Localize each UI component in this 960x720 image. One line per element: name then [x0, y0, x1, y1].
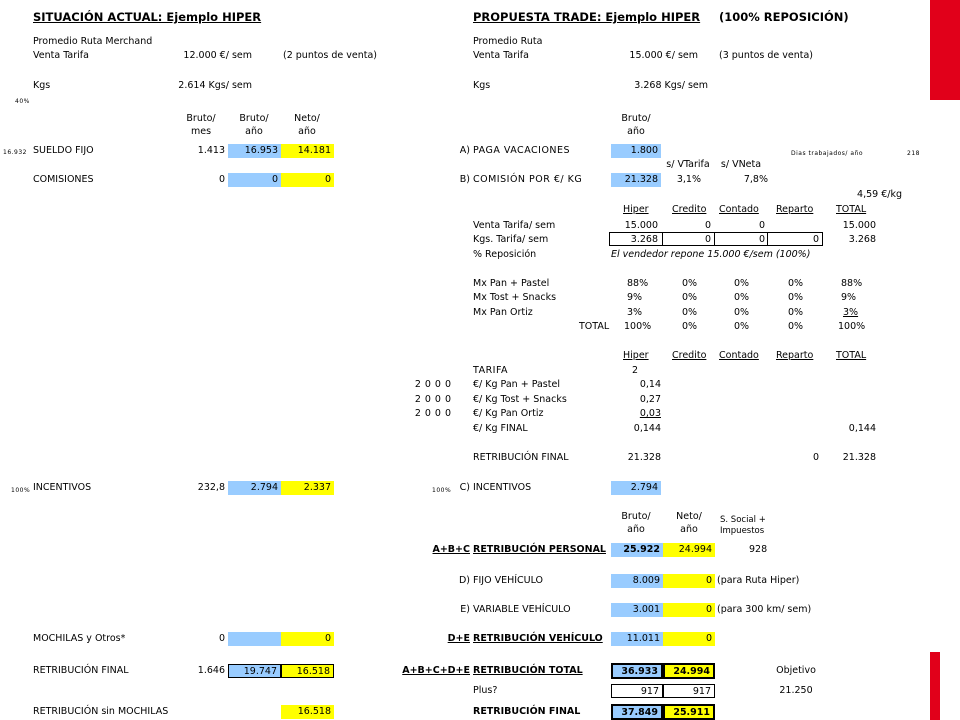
mix-contado: 0% — [734, 278, 750, 289]
b-pct1: 3,1% — [676, 174, 701, 185]
sueldo-side: 16.932 — [3, 149, 27, 156]
personal-label: RETRIBUCIÓN PERSONAL — [473, 544, 606, 555]
col2-bruto-1: Bruto/ — [621, 511, 651, 522]
final-label: RETRIBUCIÓN FINAL — [473, 706, 581, 717]
left-retrib-final-label: RETRIBUCIÓN FINAL — [33, 665, 129, 676]
total-neto: 24.994 — [663, 663, 715, 679]
right-col-bruto-1: Bruto/ — [621, 113, 651, 124]
a-label: PAGA VACACIONES — [473, 145, 571, 156]
grid2-h-credito: Credito — [672, 350, 707, 361]
comisiones-label: COMISIONES — [33, 174, 94, 185]
left-kgs-label: Kgs — [33, 80, 51, 91]
left-kgs-value: 2.614 Kgs/ sem — [178, 80, 252, 91]
c-letter: C) — [459, 482, 470, 493]
e-letter: E) — [460, 604, 470, 615]
incentivos-ano: 2.794 — [228, 481, 281, 495]
mid-retrib-final-label: RETRIBUCIÓN FINAL — [473, 452, 569, 463]
col-header-neto-ano-1: Neto/ — [294, 113, 320, 124]
vehiculo-bruto: 11.011 — [611, 632, 663, 646]
mid-retrib-final-total: 21.328 — [842, 452, 876, 463]
kg-row-label: €/ Kg Pan + Pastel — [473, 379, 560, 390]
left-retrib-final-mes: 1.646 — [197, 665, 225, 676]
right-venta-note: (3 puntos de venta) — [719, 50, 813, 61]
col-header-neto-ano-2: año — [298, 126, 316, 137]
mix-label: Mx Pan + Pastel — [473, 278, 550, 289]
sueldo-neto: 14.181 — [281, 144, 334, 158]
left-promedio: Promedio Ruta Merchand — [33, 36, 153, 47]
grid2-h-contado: Contado — [719, 350, 759, 361]
kgs-sem-hiper: 3.268 — [630, 234, 658, 245]
mix-credito: 0% — [682, 278, 698, 289]
total-code: A+B+C+D+E — [402, 665, 470, 676]
e-note: (para 300 km/ sem) — [717, 604, 812, 615]
right-venta-label: Venta Tarifa — [473, 50, 529, 61]
left-venta-label: Venta Tarifa — [33, 50, 89, 61]
total-label: RETRIBUCIÓN TOTAL — [473, 665, 583, 676]
tarifa-label: TARIFA — [473, 365, 509, 376]
b-pct2: 7,8% — [743, 174, 768, 185]
c-value: 2.794 — [611, 481, 661, 495]
venta-sem-contado: 0 — [758, 220, 765, 231]
mix-total-label: TOTAL — [579, 321, 610, 332]
mid-retrib-final-value: 21.328 — [627, 452, 661, 463]
incentivos-label: INCENTIVOS — [33, 482, 92, 493]
mix-total-reparto: 0% — [788, 321, 804, 332]
personal-bruto: 25.922 — [611, 543, 663, 557]
mix-total: 9% — [841, 292, 857, 303]
mix-contado: 0% — [734, 292, 750, 303]
grid-h-contado: Contado — [719, 204, 759, 215]
left-retrib-final-ano: 19.747 — [228, 664, 281, 678]
venta-sem-label: Venta Tarifa/ sem — [473, 220, 556, 231]
col2-neto-2: año — [680, 524, 698, 535]
left-retrib-final-neto: 16.518 — [281, 664, 334, 678]
d-neto: 0 — [663, 574, 715, 588]
right-title-note: (100% REPOSICIÓN) — [719, 10, 849, 24]
objetivo-label: Objetivo — [776, 665, 816, 676]
right-kgs-value: 3.268 Kgs/ sem — [634, 80, 708, 91]
eur-kg: 4,59 €/kg — [857, 189, 902, 200]
accent-bar-bottom — [930, 652, 940, 720]
plus-label: Plus? — [473, 685, 498, 696]
personal-code: A+B+C — [432, 544, 470, 555]
kg-row-side: 2000 — [414, 408, 455, 419]
final-bruto: 37.849 — [611, 704, 663, 720]
d-note: (para Ruta Hiper) — [717, 575, 800, 586]
mochilas-neto: 0 — [281, 632, 334, 646]
col-header-bruto-ano-2: año — [245, 126, 263, 137]
mix-label: Mx Pan Ortiz — [473, 307, 533, 318]
incentivos-neto: 2.337 — [281, 481, 334, 495]
kgs-sem-label: Kgs. Tarifa/ sem — [473, 234, 549, 245]
kgs-sem-contado: 0 — [758, 234, 765, 245]
mix-hiper: 9% — [627, 292, 643, 303]
mid-retrib-final-reparto: 0 — [812, 452, 819, 463]
incentivos-mes: 232,8 — [197, 482, 225, 493]
mix-reparto: 0% — [788, 307, 804, 318]
mix-total-credito: 0% — [682, 321, 698, 332]
mix-total: 3% — [843, 307, 859, 318]
d-label: FIJO VEHÍCULO — [473, 575, 544, 586]
c-label: INCENTIVOS — [473, 482, 532, 493]
final-neto: 25.911 — [663, 704, 715, 720]
sin-mochilas-label: RETRIBUCIÓN sin MOCHILAS — [33, 706, 169, 717]
sueldo-ano: 16.953 — [228, 144, 281, 158]
e-label: VARIABLE VEHÍCULO — [473, 604, 571, 615]
col2-bruto-2: año — [627, 524, 645, 535]
personal-neto: 24.994 — [663, 543, 715, 557]
mochilas-ano — [228, 632, 281, 646]
col2-neto-1: Neto/ — [676, 511, 702, 522]
b-value: 21.328 — [611, 173, 661, 187]
sueldo-label: SUELDO FIJO — [33, 145, 94, 156]
plus-neto: 917 — [663, 684, 715, 698]
a-value: 1.800 — [611, 144, 661, 158]
b-lbl1: s/ VTarifa — [666, 159, 710, 170]
mix-label: Mx Tost + Snacks — [473, 292, 557, 303]
kg-row-value: 0,27 — [639, 394, 661, 405]
incentivos-side: 100% — [11, 487, 31, 494]
kg-row-value: 0,14 — [639, 379, 661, 390]
kgs-sem-total: 3.268 — [848, 234, 876, 245]
mochilas-mes: 0 — [218, 633, 225, 644]
right-promedio: Promedio Ruta — [473, 36, 543, 47]
right-col-bruto-2: año — [627, 126, 645, 137]
venta-sem-credito: 0 — [704, 220, 711, 231]
right-venta-value: 15.000 €/ sem — [629, 50, 698, 61]
dias-value: 218 — [907, 150, 920, 157]
kg-row-side: 2000 — [414, 394, 455, 405]
tarifa-value: 2 — [632, 365, 639, 376]
col2-ss-2: Impuestos — [720, 526, 765, 536]
c-side: 100% — [432, 487, 452, 494]
mix-contado: 0% — [734, 307, 750, 318]
a-letter: A) — [459, 145, 470, 156]
sueldo-mes: 1.413 — [197, 145, 225, 156]
vehiculo-label: RETRIBUCIÓN VEHÍCULO — [473, 633, 603, 644]
accent-bar-top — [930, 0, 960, 100]
col-header-bruto-mes-1: Bruto/ — [186, 113, 216, 124]
reposicion-note: El vendedor repone 15.000 €/sem (100%) — [611, 249, 811, 260]
reposicion-label: % Reposición — [473, 249, 537, 260]
mix-hiper: 3% — [627, 307, 643, 318]
comisiones-neto: 0 — [281, 173, 334, 187]
kg-row-label: €/ Kg Tost + Snacks — [473, 394, 567, 405]
kg-row-value: 0,03 — [639, 408, 661, 419]
b-label: COMISIÓN POR €/ KG — [473, 174, 583, 185]
kg-row-side: 2000 — [414, 379, 455, 390]
mochilas-label: MOCHILAS y Otros* — [33, 633, 126, 644]
right-title: PROPUESTA TRADE: Ejemplo HIPER — [473, 10, 701, 24]
vehiculo-neto: 0 — [663, 632, 715, 646]
mix-hiper: 88% — [627, 278, 649, 289]
mix-credito: 0% — [682, 307, 698, 318]
kgs-sem-credito: 0 — [704, 234, 711, 245]
left-pct-side: 40% — [15, 98, 30, 105]
left-venta-note: (2 puntos de venta) — [283, 50, 377, 61]
kg-final-label: €/ Kg FINAL — [473, 423, 528, 434]
grid-h-total: TOTAL — [836, 204, 867, 215]
col-header-bruto-ano-1: Bruto/ — [239, 113, 269, 124]
sin-mochilas-neto: 16.518 — [281, 705, 334, 719]
grid2-h-total: TOTAL — [836, 350, 867, 361]
objetivo-value: 21.250 — [779, 685, 813, 696]
d-bruto: 8.009 — [611, 574, 663, 588]
mix-total: 88% — [841, 278, 863, 289]
b-lbl2: s/ VNeta — [720, 159, 762, 170]
comisiones-ano: 0 — [228, 173, 281, 187]
left-title: SITUACIÓN ACTUAL: Ejemplo HIPER — [33, 10, 262, 24]
kg-final-value: 0,144 — [633, 423, 661, 434]
grid-h-credito: Credito — [672, 204, 707, 215]
kgs-sem-reparto: 0 — [812, 234, 819, 245]
kg-final-total: 0,144 — [848, 423, 876, 434]
mix-reparto: 0% — [788, 292, 804, 303]
grid-h-reparto: Reparto — [776, 204, 814, 215]
mix-total-total: 100% — [838, 321, 866, 332]
grid-h-hiper: Hiper — [623, 204, 649, 215]
dias-label: Dias trabajados/ año — [791, 150, 864, 157]
kg-row-label: €/ Kg Pan Ortiz — [473, 408, 544, 419]
plus-bruto: 917 — [611, 684, 663, 698]
e-bruto: 3.001 — [611, 603, 663, 617]
b-letter: B) — [459, 174, 470, 185]
mix-reparto: 0% — [788, 278, 804, 289]
personal-ss: 928 — [749, 544, 768, 555]
comisiones-mes: 0 — [218, 174, 225, 185]
vehiculo-code: D+E — [447, 633, 470, 644]
grid2-h-reparto: Reparto — [776, 350, 814, 361]
grid2-h-hiper: Hiper — [623, 350, 649, 361]
mix-total-contado: 0% — [734, 321, 750, 332]
col2-ss-1: S. Social + — [720, 515, 766, 525]
venta-sem-hiper: 15.000 — [624, 220, 658, 231]
d-letter: D) — [458, 575, 470, 586]
mix-total-hiper: 100% — [624, 321, 652, 332]
right-kgs-label: Kgs — [473, 80, 491, 91]
mix-credito: 0% — [682, 292, 698, 303]
e-neto: 0 — [663, 603, 715, 617]
col-header-bruto-mes-2: mes — [190, 126, 212, 137]
total-bruto: 36.933 — [611, 663, 663, 679]
venta-sem-total: 15.000 — [842, 220, 876, 231]
left-venta-value: 12.000 €/ sem — [183, 50, 252, 61]
